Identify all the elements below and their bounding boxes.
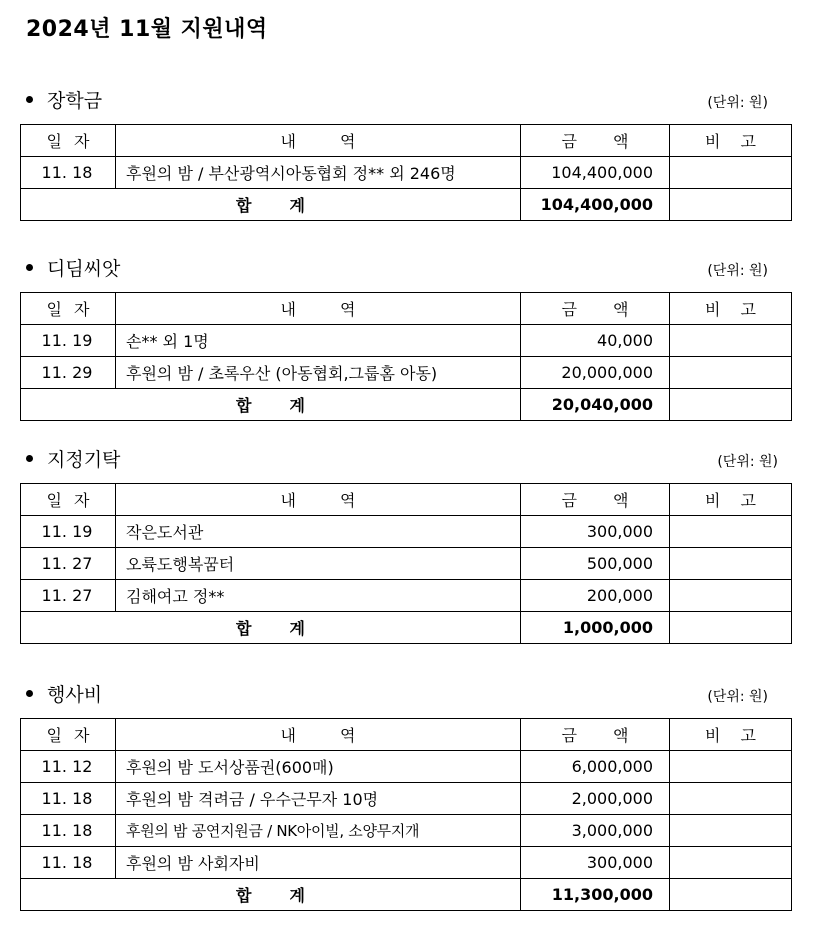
row-date: 11. 27 <box>21 548 116 580</box>
section-header <box>20 254 792 284</box>
total-label: 합 계 <box>21 612 521 644</box>
table-row <box>21 847 792 879</box>
total-amount: 1,000,000 <box>521 612 670 644</box>
row-amount: 40,000 <box>521 325 670 357</box>
row-amount: 300,000 <box>521 847 670 879</box>
bullet-icon <box>26 455 33 462</box>
header-date: 일 자 <box>21 719 116 751</box>
table-row <box>21 157 792 189</box>
row-date: 11. 29 <box>21 357 116 389</box>
section-event-costs <box>20 680 792 911</box>
row-note <box>670 815 792 847</box>
row-desc: 후원의 밤 격려금 / 우수근무자 10명 <box>116 783 521 815</box>
total-note <box>670 612 792 644</box>
section-designated <box>20 445 792 644</box>
row-amount: 3,000,000 <box>521 815 670 847</box>
unit-label: (단위: 원) <box>717 454 778 470</box>
section-title: 지정기탁 <box>26 445 120 472</box>
section-header <box>20 86 792 116</box>
scholarship-table <box>20 124 792 221</box>
table-row <box>21 783 792 815</box>
total-amount: 104,400,000 <box>521 189 670 221</box>
row-amount: 6,000,000 <box>521 751 670 783</box>
row-date: 11. 18 <box>21 783 116 815</box>
header-note: 비 고 <box>670 719 792 751</box>
row-amount: 500,000 <box>521 548 670 580</box>
unit-label: (단위: 원) <box>707 263 768 279</box>
row-date: 11. 18 <box>21 847 116 879</box>
header-desc: 내 역 <box>116 719 521 751</box>
header-date: 일 자 <box>21 293 116 325</box>
row-date: 11. 18 <box>21 157 116 189</box>
total-row <box>21 189 792 221</box>
row-desc: 후원의 밤 사회자비 <box>116 847 521 879</box>
header-desc: 내 역 <box>116 125 521 157</box>
header-note: 비 고 <box>670 125 792 157</box>
header-amount: 금 액 <box>521 719 670 751</box>
header-note: 비 고 <box>670 484 792 516</box>
row-note <box>670 783 792 815</box>
row-desc: 후원의 밤 / 초록우산 (아동협회,그룹홈 아동) <box>116 357 521 389</box>
section-header <box>20 680 792 710</box>
row-note <box>670 751 792 783</box>
total-amount: 20,040,000 <box>521 389 670 421</box>
row-date: 11. 19 <box>21 325 116 357</box>
row-desc: 김해여고 정** <box>116 580 521 612</box>
section-didim-seed <box>20 254 792 421</box>
header-note: 비 고 <box>670 293 792 325</box>
total-note <box>670 389 792 421</box>
row-note <box>670 157 792 189</box>
header-amount: 금 액 <box>521 484 670 516</box>
table-row <box>21 815 792 847</box>
bullet-icon <box>26 96 33 103</box>
row-amount: 300,000 <box>521 516 670 548</box>
row-amount: 20,000,000 <box>521 357 670 389</box>
row-desc: 후원의 밤 공연지원금 / NK아이빌, 소양무지개 <box>116 815 521 847</box>
header-desc: 내 역 <box>116 484 521 516</box>
section-title: 행사비 <box>26 680 102 707</box>
table-row <box>21 516 792 548</box>
total-amount: 11,300,000 <box>521 879 670 911</box>
header-amount: 금 액 <box>521 125 670 157</box>
table-row <box>21 751 792 783</box>
total-note <box>670 879 792 911</box>
total-row <box>21 389 792 421</box>
header-date: 일 자 <box>21 484 116 516</box>
row-note <box>670 580 792 612</box>
table-header-row <box>21 293 792 325</box>
bullet-icon <box>26 690 33 697</box>
total-row <box>21 879 792 911</box>
row-desc: 후원의 밤 도서상품권(600매) <box>116 751 521 783</box>
row-note <box>670 357 792 389</box>
row-date: 11. 27 <box>21 580 116 612</box>
total-row <box>21 612 792 644</box>
table-header-row <box>21 484 792 516</box>
row-desc: 후원의 밤 / 부산광역시아동협회 정** 외 246명 <box>116 157 521 189</box>
unit-label: (단위: 원) <box>707 95 768 111</box>
designated-table <box>20 483 792 644</box>
total-label: 합 계 <box>21 389 521 421</box>
page-title: 2024년 11월 지원내역 <box>26 17 268 42</box>
row-desc: 손** 외 1명 <box>116 325 521 357</box>
total-note <box>670 189 792 221</box>
row-note <box>670 325 792 357</box>
section-title: 디딤씨앗 <box>26 254 120 281</box>
table-header-row <box>21 719 792 751</box>
header-desc: 내 역 <box>116 293 521 325</box>
table-row <box>21 357 792 389</box>
header-amount: 금 액 <box>521 293 670 325</box>
section-header <box>20 445 792 475</box>
row-note <box>670 548 792 580</box>
didim-seed-table <box>20 292 792 421</box>
row-date: 11. 12 <box>21 751 116 783</box>
row-desc: 작은도서관 <box>116 516 521 548</box>
table-row <box>21 548 792 580</box>
row-amount: 2,000,000 <box>521 783 670 815</box>
total-label: 합 계 <box>21 189 521 221</box>
bullet-icon <box>26 264 33 271</box>
row-amount: 200,000 <box>521 580 670 612</box>
total-label: 합 계 <box>21 879 521 911</box>
unit-label: (단위: 원) <box>707 689 768 705</box>
table-header-row <box>21 125 792 157</box>
event-costs-table <box>20 718 792 911</box>
section-title: 장학금 <box>26 86 102 113</box>
header-date: 일 자 <box>21 125 116 157</box>
table-row <box>21 325 792 357</box>
row-note <box>670 847 792 879</box>
row-date: 11. 19 <box>21 516 116 548</box>
row-amount: 104,400,000 <box>521 157 670 189</box>
table-row <box>21 580 792 612</box>
section-scholarship <box>20 86 792 221</box>
row-date: 11. 18 <box>21 815 116 847</box>
row-note <box>670 516 792 548</box>
row-desc: 오륙도행복꿈터 <box>116 548 521 580</box>
